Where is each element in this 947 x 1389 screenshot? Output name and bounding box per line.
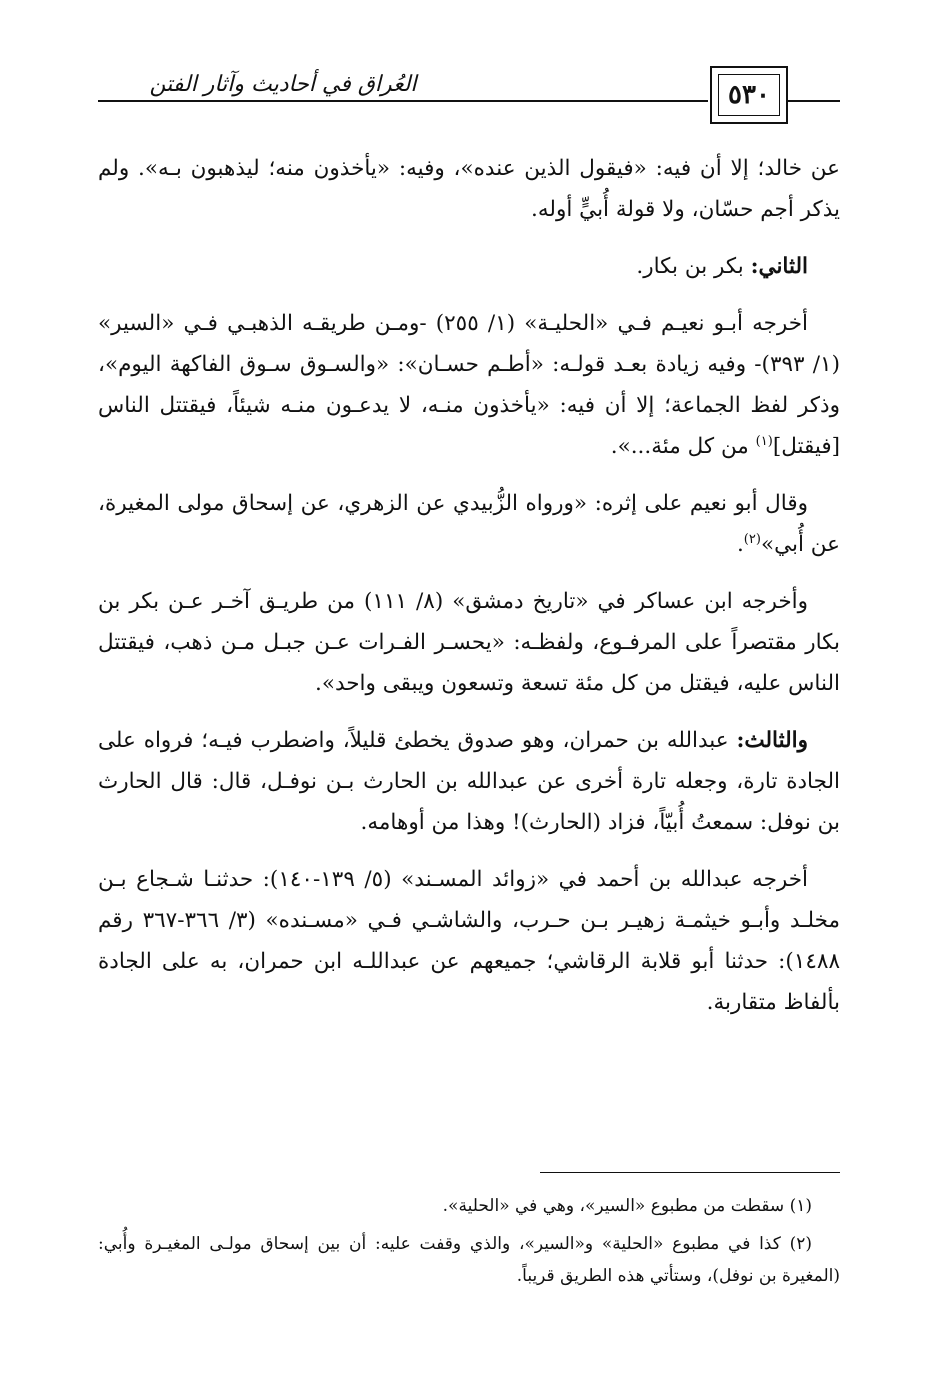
page-number-box [710, 66, 788, 124]
footnote-2: (٢) كذا في مطبوع «الحلية» و«السير»، والذي وقفت عليه: أن بين إسحاق مولـى المغيـرة وأُبي: (المغيرة بن نوفل)، وستأتي هذه الطريق قريباً. [98, 1234, 840, 1286]
header-rule-left [98, 100, 334, 102]
header-rule-middle [334, 100, 708, 102]
paragraph-7: أخرجه عبدالله بن أحمد في «زوائد المسـند» (٥/ ١٣٩-١٤٠): حدثنـا شـجاع بـن مخلـد وأبـو خيثمـة زهيـر بـن حـرب، والشاشـي فـي «مسـنده» (٣/ ٣٦٦-٣٦٧ رقم ١٤٨٨): حدثنا أبو قلابة الرقاشي؛ جميعهم عن عبداللـه ابن حمران، به على الجادة بألفاظ متقاربة. [98, 867, 840, 1015]
page-header [98, 62, 840, 132]
paragraph-2-text: بكر بن بكار. [636, 254, 751, 279]
paragraph-2 [98, 246, 840, 287]
footnote-1: (١) سقطت من مطبوع «السير»، وهي في «الحلية». [442, 1196, 812, 1216]
paragraph-1: عن خالد؛ إلا أن فيه: «فيقول الذين عنده»، وفيه: «يأخذون منه؛ ليذهبون بـه». ولم يذكر أجم حسّان، ولا قولة أُبيٍّ أوله. [98, 156, 840, 222]
footnote-separator [540, 1172, 840, 1173]
main-text [98, 148, 840, 1039]
footnote-ref-2[interactable]: (٢) [743, 531, 761, 547]
section-lead-second: الثاني: [750, 254, 808, 279]
paragraph-5: وأخرجه ابن عساكر في «تاريخ دمشق» (٨/ ١١١) من طريـق آخـر عـن بكر بن بكار مقتصراً على المرفـوع، ولفظـه: «يحسـر الفـرات عـن جبـل مـن ذهب، فيقتتل الناس عليه، فيقتل من كل مئة تسعة وتسعون ويبقى واحد». [98, 589, 840, 696]
paragraph-4-text-a: وقال أبو نعيم على إثره: «ورواه الزُّبيدي عن الزهري، عن إسحاق مولى المغيرة، عن أُبي» [98, 491, 840, 557]
section-lead-third: والثالث: [736, 728, 808, 753]
footnote-ref-1[interactable]: (١) [755, 433, 773, 449]
paragraph-6-text: عبدالله بن حمران، وهو صدوق يخطئ قليلاً، واضطرب فيـه؛ فرواه على الجادة تارة، وجعله تارة أخرى عن عبدالله بن الحارث بـن نوفـل، قال: قال الحارث بن نوفل: سمعتُ أُبيّاً، فزاد (الحارث)! وهذا من أوهامه. [98, 728, 840, 835]
paragraph-3-text-b: من كل مئة...». [610, 434, 756, 459]
header-rule-right [788, 100, 840, 102]
page-number: ٥٣٠ [718, 74, 780, 116]
paragraph-4-text-b: . [736, 532, 744, 557]
footnotes [98, 1190, 840, 1298]
running-title: العُراق في أحاديث وآثار الفتن [149, 72, 417, 97]
paragraph-6 [98, 720, 840, 843]
paragraph-3-text-a: أخرجه أبـو نعيـم فـي «الحليـة» (١/ ٢٥٥) -ومـن طريقـه الذهبـي فـي «السير» (١/ ٣٩٣)- وفيه زيادة بعـد قولـه: «أطـم حسـان»: «والسـوق سـوق الفاكهة اليوم»، وذكر لفظ الجماعة؛ إلا أن فيه: «يأخذون منـه، لا يدعـون منـه شيئاً، فيقتتل الناس [فيقتل] [98, 311, 840, 459]
paragraph-4 [98, 483, 840, 565]
paragraph-3 [98, 303, 840, 467]
